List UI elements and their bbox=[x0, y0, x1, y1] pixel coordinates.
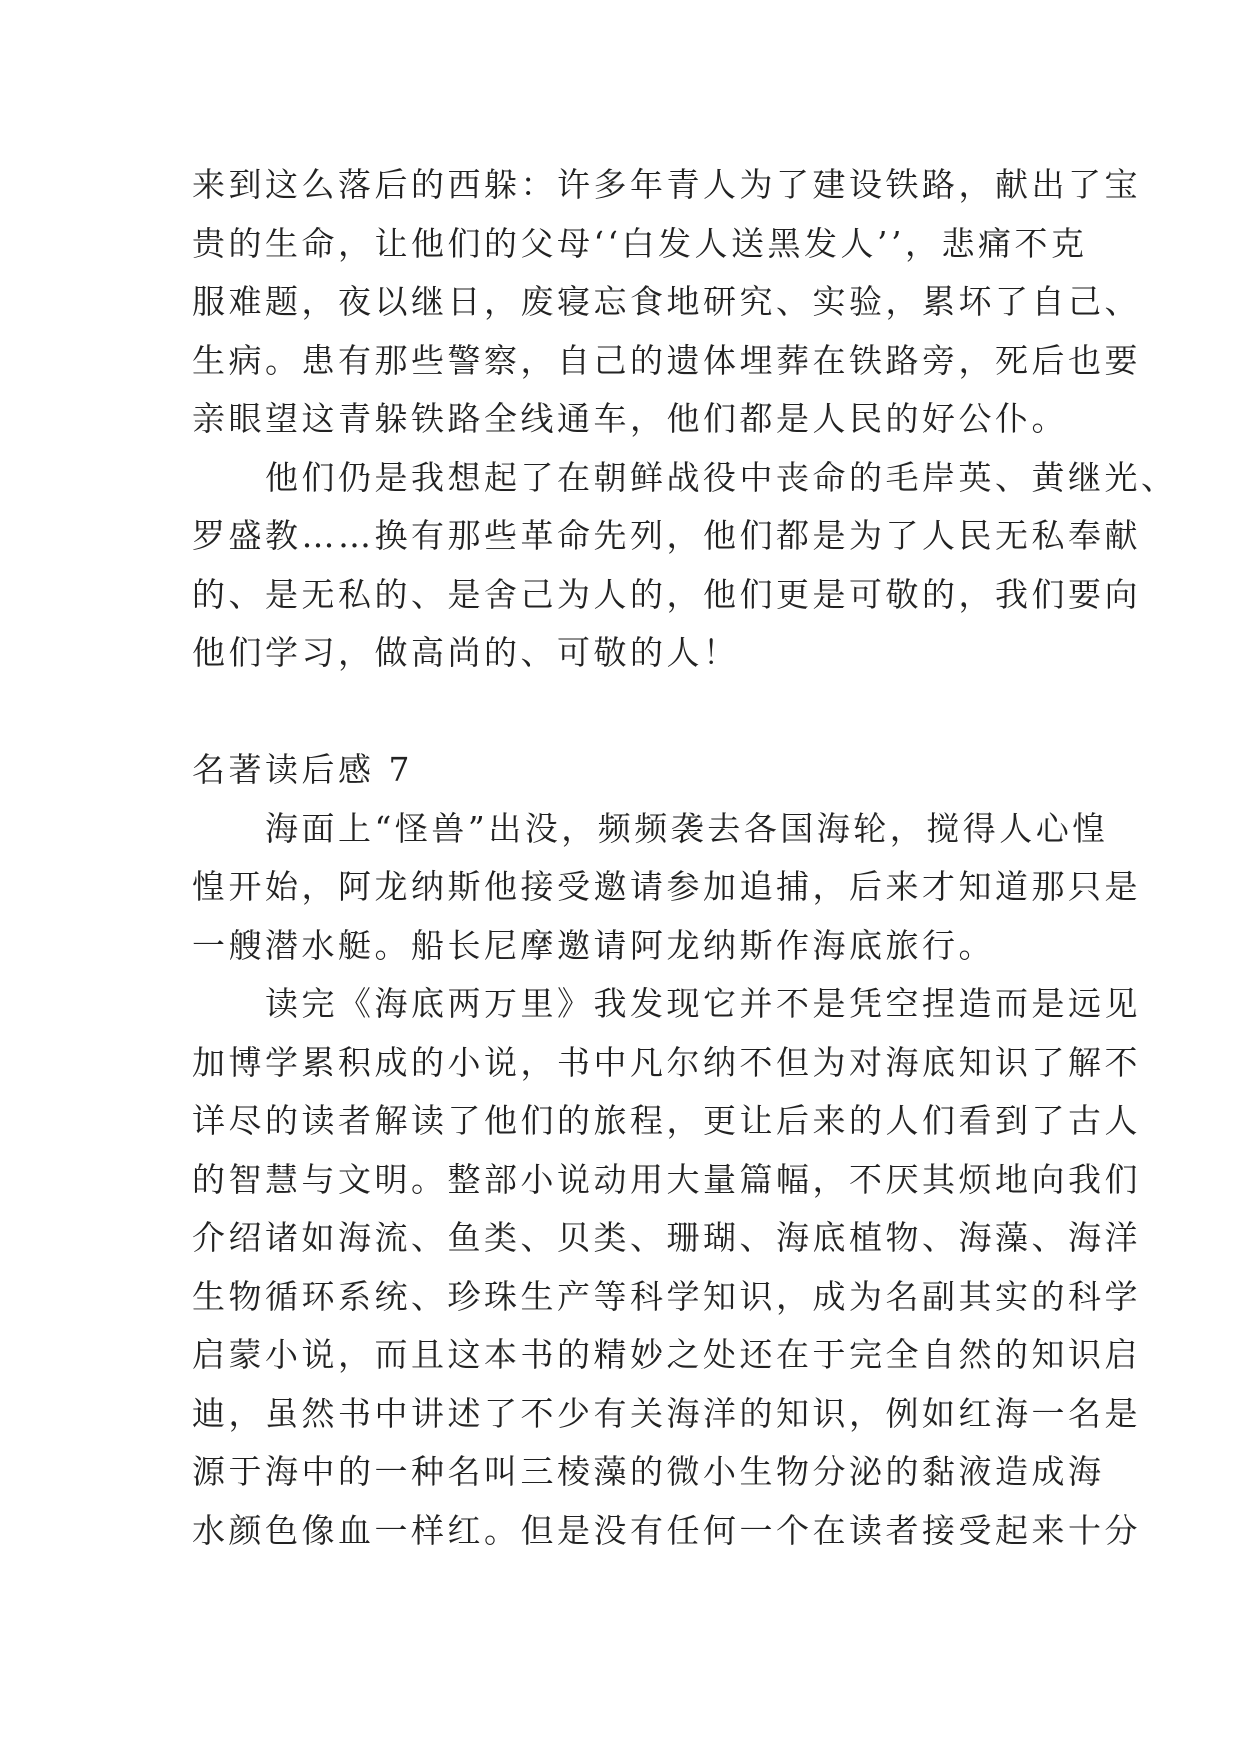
text-line: 介绍诸如海流、鱼类、贝类、珊瑚、海底植物、海藻、海洋 bbox=[192, 1218, 1141, 1257]
text-line: 亲眼望这青躲铁路全线通车，他们都是人民的好公仆。 bbox=[192, 399, 1068, 438]
section-7-text bbox=[192, 800, 1141, 1561]
previous-section-text bbox=[192, 156, 1178, 683]
text-line: 贵的生命，让他们的父母‘‘白发人送黑发人’’，悲痛不克 bbox=[192, 223, 1088, 263]
document-body bbox=[192, 156, 1178, 1560]
section-gap bbox=[192, 683, 1072, 742]
text-line: 服难题，夜以继日，废寝忘食地研究、实验，累坏了自己、 bbox=[192, 282, 1141, 321]
text-line: 生病。患有那些警察，自己的遗体埋葬在铁路旁，死后也要 bbox=[192, 340, 1141, 380]
text-line: 他们学习，做高尚的、可敬的人！ bbox=[192, 633, 740, 672]
section-heading: 名著读后感 7 bbox=[192, 750, 413, 789]
text-line: 来到这么落后的西躲：许多年青人为了建设铁路，献出了宝 bbox=[192, 165, 1141, 204]
text-line: 一艘潜水艇。船长尼摩邀请阿龙纳斯作海底旅行。 bbox=[192, 925, 995, 965]
text-line: 启蒙小说，而且这本书的精妙之处还在于完全自然的知识启 bbox=[192, 1335, 1141, 1374]
text-line: 源于海中的一种名叫三棱藻的微小生物分泌的黏液造成海 bbox=[192, 1452, 1105, 1491]
text-line: 读完《海底两万里》我发现它并不是凭空捏造而是远见 bbox=[192, 984, 1141, 1023]
text-line: 详尽的读者解读了他们的旅程，更让后来的人们看到了古人 bbox=[192, 1101, 1141, 1140]
text-line: 生物循环系统、珍珠生产等科学知识，成为名副其实的科学 bbox=[192, 1276, 1141, 1316]
text-line: 水颜色像血一样红。但是没有任何一个在读者接受起来十分 bbox=[192, 1510, 1141, 1550]
text-line: 的、是无私的、是舍己为人的，他们更是可敬的，我们要向 bbox=[192, 574, 1141, 614]
text-line: 的智慧与文明。整部小说动用大量篇幅，不厌其烦地向我们 bbox=[192, 1159, 1141, 1199]
text-line: 他们仍是我想起了在朝鲜战役中丧命的毛岸英、黄继光、 bbox=[192, 457, 1178, 497]
text-line: 罗盛教……换有那些革命先列，他们都是为了人民无私奉献 bbox=[192, 516, 1141, 555]
text-line: 惶开始，阿龙纳斯他接受邀请参加追捕，后来才知道那只是 bbox=[192, 867, 1141, 906]
text-line: 迪，虽然书中讲述了不少有关海洋的知识，例如红海一名是 bbox=[192, 1393, 1141, 1433]
text-line: 加博学累积成的小说，书中凡尔纳不但为对海底知识了解不 bbox=[192, 1042, 1141, 1082]
text-line: 海面上“怪兽”出没，频频袭去各国海轮，搅得人心惶 bbox=[192, 808, 1109, 848]
